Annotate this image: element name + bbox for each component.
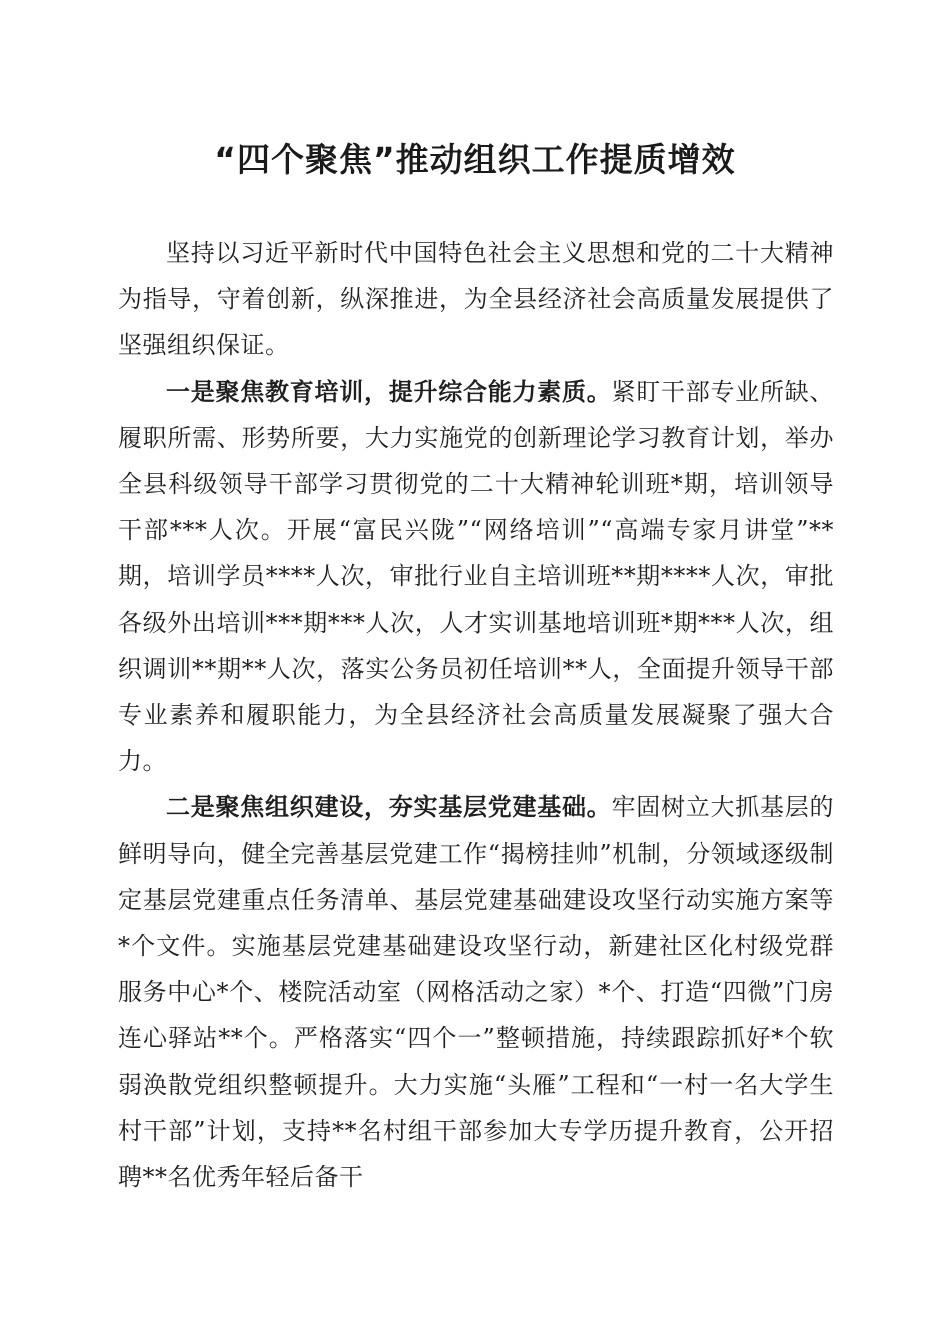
paragraph-lead: 二是聚焦组织建设，夯实基层党建基础。: [166, 792, 612, 822]
paragraph-organization-building: [118, 784, 834, 1200]
document-body: [118, 230, 834, 1200]
paragraph-lead: 一是聚焦教育培训，提升综合能力素质。: [166, 376, 612, 406]
paragraph-intro: [118, 230, 834, 369]
paragraph-text: 坚持以习近平新时代中国特色社会主义思想和党的二十大精神为指导，守着创新，纵深推进，为全县经济社会高质量发展提供了坚强组织保证。: [118, 239, 834, 360]
document-title: “四个聚焦”推动组织工作提质增效: [214, 140, 736, 179]
paragraph-text: 牢固树立大抓基层的鲜明导向，健全完善基层党建工作“揭榜挂帅”机制，分领域逐级制定基层党建重点任务清单、基层党建基础建设攻坚行动实施方案等*个文件。实施基层党建基础建设攻坚行动，新建社区化村级党群服务中心*个、楼院活动室（网格活动之家）*个、打造“四微”门房连心驿站**个。严格落实“四个一”整顿措施，持续跟踪抓好*个软弱涣散党组织整顿提升。大力实施“头雁”工程和“一村一名大学生村干部”计划，支持**名村组干部参加大专学历提升教育，公开招聘**名优秀年轻后备干: [118, 793, 834, 1192]
paragraph-text: 紧盯干部专业所缺、履职所需、形势所要，大力实施党的创新理论学习教育计划，举办全县科级领导干部学习贯彻党的二十大精神轮训班*期，培训领导干部***人次。开展“富民兴陇”“网络培训”“高端专家月讲堂”**期，培训学员****人次，审批行业自主培训班**期****人次，审批各级外出培训***期***人次，人才实训基地培训班*期***人次，组织调训**期**人次，落实公务员初任培训**人，全面提升领导干部专业素养和履职能力，为全县经济社会高质量发展凝聚了强大合力。: [118, 377, 834, 776]
paragraph-education-training: [118, 369, 834, 785]
